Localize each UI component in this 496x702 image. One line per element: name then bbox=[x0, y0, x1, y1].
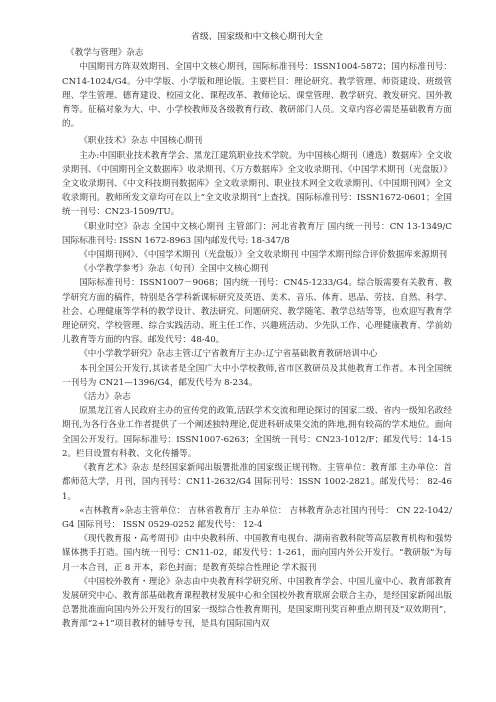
page-title: 省级、国家级和中文核心期刊大全 bbox=[191, 32, 323, 42]
paragraph: 国际标准刊号：ISSN1007－9068；国内统一刊号：CN45-1233/G4。综合版需要有关教育、教学研究方面的稿件，特别是各学科新课标研究及英语、美术、音乐、体育、思品、劳技、自然、科学、社会、心理健康等学科的教学设计、教法研究、问题研究、教学随笔、教学总结等等，也欢迎写教育学理论研究、学校管理、综合实践活动、班主任工作、兴趣班活动、少先队工作、心理健康教育、学前幼儿教育等方面的内容。邮发代号：48-40。 bbox=[62, 278, 452, 346]
paragraph: 原黑龙江省人民政府主办的宣传党的政策,活跃学术交流和理论探讨的国家二级、省内一级知名政经期刊,为各行各业工作者提供了一个阐述独特理论,促进科研成果交流的阵地,拥有较高的学术地位。面向全国公开发行。国际标准号：ISSN1007-6263；全国统一刊号：CN23-1012/F；邮发代号：14-152。栏目设置有科教、文化传播等。 bbox=[62, 406, 452, 459]
paragraph: 《职业技术》杂志 中国核心期刊 bbox=[79, 136, 203, 147]
paragraph: 《职业时空》杂志 全国中文核心期刊 主管部门：河北省教育厅 国内统一刊号：CN 13-1349/C 国际标准刊号: ISSN 1672-8963 国内邮发代号: 18-347/8 bbox=[62, 221, 452, 246]
document-body bbox=[62, 46, 452, 631]
paragraph: 《现代教育报・高考周刊》由中央教科所、中国教育电视台、湖南省教科院等高层教育机构和强势媒体携手打造。国内统一刊号：CN11-02，邮发代号：1-261，面向国内外公开发行。“教研版”为每月一本合刊，正 8 开本，彩色封面；是教育英综合性理论 学术报刊 bbox=[62, 534, 452, 573]
paragraph: 中国期刊方阵双效期刊、全国中文核心期刊，国际标准刊号：ISSN1004-5872；国内标准刊号：CN14-1024/G4。分中学版、小学版和理论版。主要栏目：理论研究、教学管理、师资建设、班级管理、学生管理、德育建设、校园文化、课程改革、教师论坛、课堂管理、教学研究、教发研究、国外教育等。征稿对象为大、中、小学校教师及各级教育行政、教研部门人员。文章内容必需是基础教育方面的。 bbox=[62, 62, 452, 130]
paragraph: «吉林教育»杂志主管单位： 吉林省教育厅 主办单位： 吉林教育杂志社国内刊号： CN 22-1042/G4 国际刊号： ISSN 0529-0252 邮发代号： 12-4 bbox=[62, 505, 452, 530]
paragraph: 《教育艺术》杂志 是经国家新闻出版署批准的国家级正规刊物。主管单位：教育部 主办单位：首都师范大学，月刊，国内刊号：CN11-2632/G4 国际刊号：ISSN 1002-2821。邮发代号： 82-461。 bbox=[62, 463, 452, 502]
paragraph: 主办:中国职业技术教育学会、黑龙江建筑职业技术学院。为中国核心期刊（遴选）数据库》全文收录期刊、《中国期刊全文数据库》收录期刊、《万方数据库》全文收录期刊、《中国学术期刊（光盘版）》全文收录期刊、《中文科技期刊数据库》全文收录期刊、职业技术网全文收录期刊、《中国期刊网》全文收录期刊。教师所发文章均可在以上“全文收录期刊”上查找。国际标准刊号：ISSN1672-0601；全国统一刊号：CN23-1509/TU。 bbox=[62, 150, 452, 218]
paragraph: 《中国校外教育・理论》杂志由中央教育科学研究所、中国教育学会、中国儿童中心、教育部教育发展研究中心、教育部基础教育课程教材发展中心和全国校外教育联席会联合主办，是经国家新闻出版总署批准面向国内外公开发行的国家一级综合性教育期刊，是国家期刊奖百种重点期刊及“双效期刊”，教育部“2+1”项目教材的辅导专刊，是具有国际国内双 bbox=[62, 576, 452, 630]
paragraph: 《活力》杂志 bbox=[79, 392, 131, 403]
paragraph: 《小学教学参考》杂志（旬刊）全国中文核心期刊 bbox=[79, 264, 269, 275]
paragraph: 本刊全国公开发行,其读者是全国广大中小学校教师,省市区教研员及其他教育工作者。本刊全国统一刊号为 CN21—1396/G4，邮发代号为 8-234。 bbox=[62, 363, 452, 388]
paragraph: 《中小学教学研究》杂志主管:辽宁省教育厅主办:辽宁省基础教育教研培训中心 bbox=[79, 349, 378, 360]
paragraph: 《中国期刊网》、《中国学术期刊（光盘版）》全文收录期刊 中国学术期刊综合评价数据库来源期刊 bbox=[79, 250, 448, 261]
paragraph: 《教学与管理》杂志 bbox=[66, 48, 144, 59]
